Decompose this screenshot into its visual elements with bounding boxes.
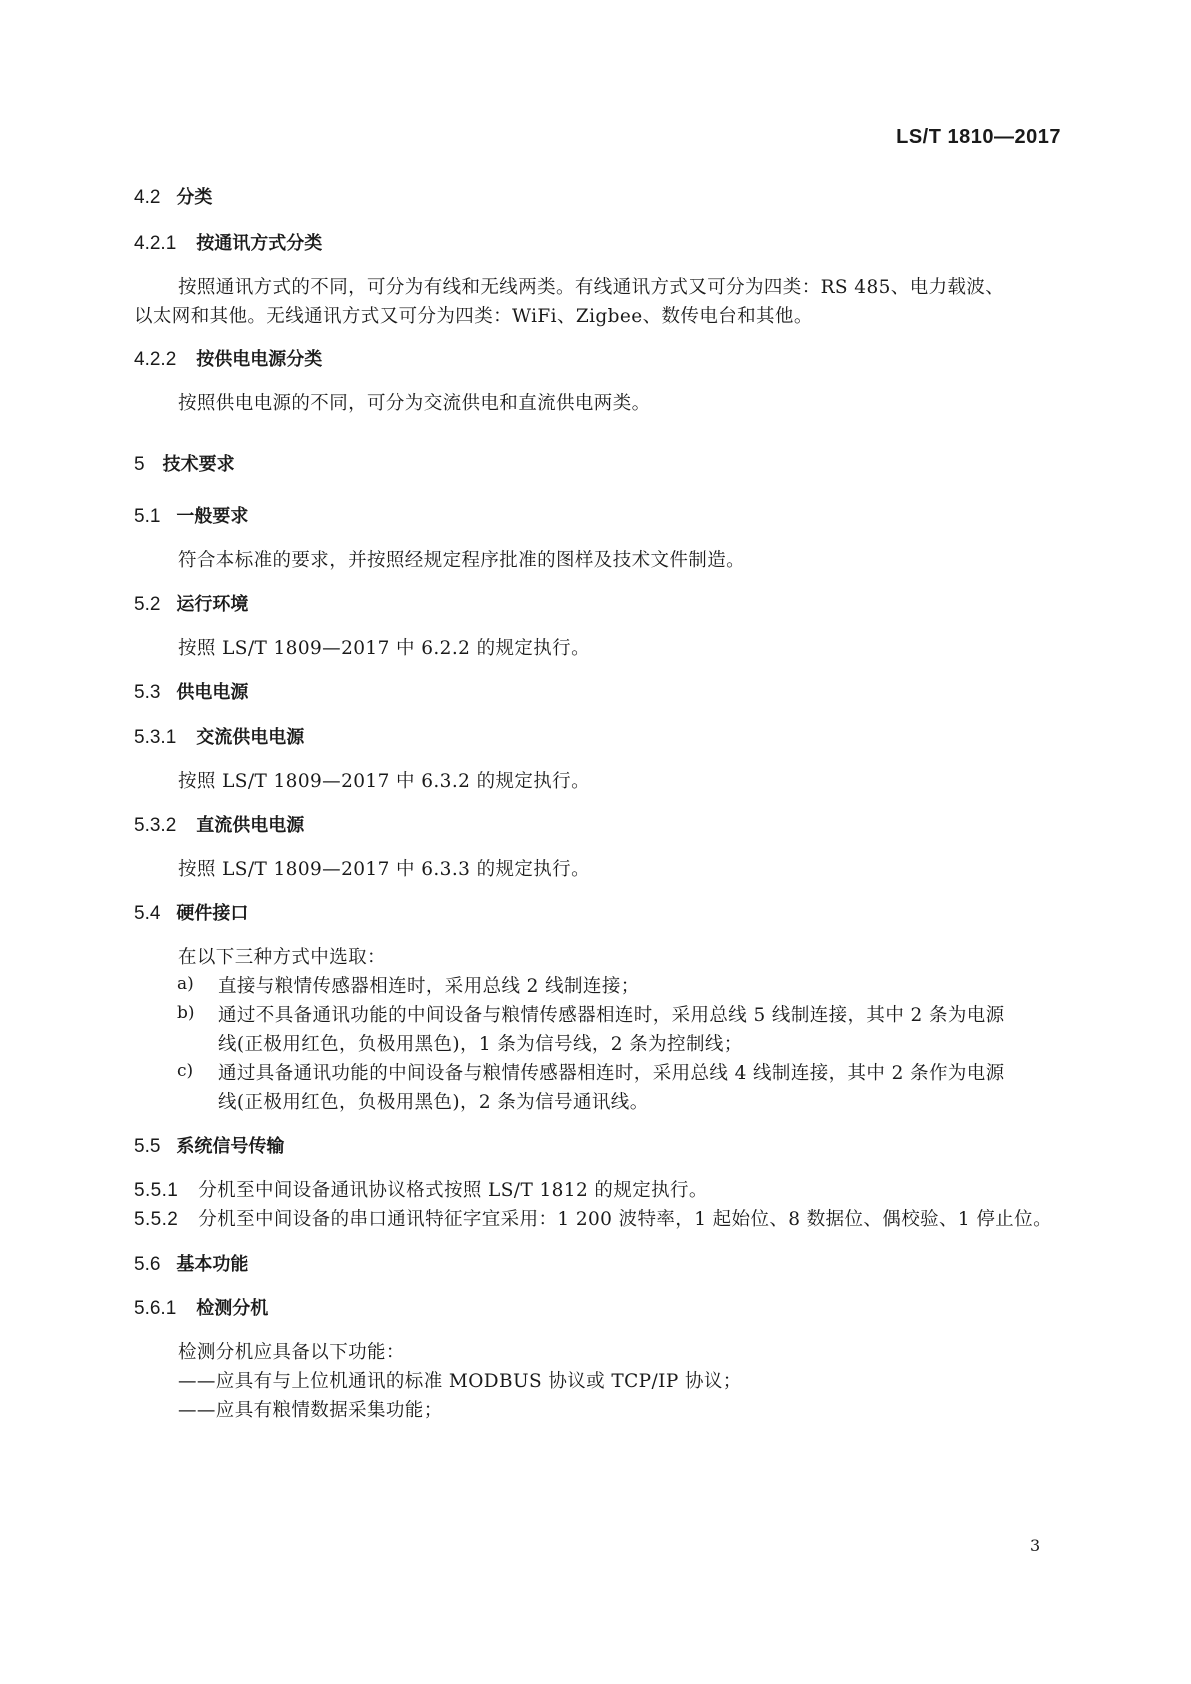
dash-list-item: ——应具有粮情数据采集功能； bbox=[178, 1400, 443, 1421]
chapter-title: 技术要求 bbox=[162, 454, 235, 475]
section-number: 5.5 bbox=[134, 1136, 161, 1157]
section-title: 系统信号传输 bbox=[176, 1136, 285, 1157]
section-title: 检测分机 bbox=[196, 1298, 269, 1319]
section-title: 分类 bbox=[176, 187, 213, 208]
section-title: 按供电电源分类 bbox=[196, 349, 323, 370]
list-item-line: 线(正极用红色，负极用黑色)，2 条为信号通讯线。 bbox=[218, 1092, 649, 1113]
section-number: 4.2.1 bbox=[134, 233, 177, 254]
section-number: 5.2 bbox=[134, 594, 161, 615]
chapter-number: 5 bbox=[134, 454, 145, 475]
paragraph-line: 按照供电电源的不同，可分为交流供电和直流供电两类。 bbox=[178, 393, 651, 414]
section-number: 5.3.1 bbox=[134, 727, 177, 748]
section-title: 基本功能 bbox=[176, 1254, 249, 1275]
section-number: 5.4 bbox=[134, 903, 161, 924]
chapter-heading-5 bbox=[134, 450, 235, 476]
section-title: 直流供电电源 bbox=[196, 815, 305, 836]
section-title: 一般要求 bbox=[176, 506, 249, 527]
section-number: 5.6.1 bbox=[134, 1298, 177, 1319]
list-item-line: 线(正极用红色，负极用黑色)，1 条为信号线，2 条为控制线； bbox=[218, 1034, 743, 1055]
clause-5-5-1 bbox=[134, 1176, 708, 1202]
list-item-marker: c) bbox=[177, 1061, 194, 1081]
section-number: 5.1 bbox=[134, 506, 161, 527]
section-heading-4-2-1 bbox=[134, 229, 322, 255]
list-item-line: 直接与粮情传感器相连时，采用总线 2 线制连接； bbox=[218, 976, 640, 997]
section-heading-5-2 bbox=[134, 590, 248, 616]
clause-5-5-2 bbox=[134, 1205, 1052, 1231]
section-title: 交流供电电源 bbox=[196, 727, 305, 748]
section-heading-5-3 bbox=[134, 678, 248, 704]
section-title: 按通讯方式分类 bbox=[196, 233, 323, 254]
section-heading-4-2 bbox=[134, 183, 212, 209]
paragraph-line: 符合本标准的要求，并按照经规定程序批准的图样及技术文件制造。 bbox=[178, 550, 746, 571]
dash-list-item: ——应具有与上位机通讯的标准 MODBUS 协议或 TCP/IP 协议； bbox=[178, 1371, 742, 1392]
paragraph-line: 按照通讯方式的不同，可分为有线和无线两类。有线通讯方式又可分为四类：RS 485、电力载波、 bbox=[178, 277, 1005, 298]
list-item-marker: b) bbox=[177, 1003, 195, 1023]
section-heading-5-1 bbox=[134, 502, 248, 528]
section-heading-5-5 bbox=[134, 1132, 284, 1158]
list-item-marker: a) bbox=[177, 974, 194, 994]
section-title: 运行环境 bbox=[176, 594, 249, 615]
section-number: 5.6 bbox=[134, 1254, 161, 1275]
section-heading-5-3-1 bbox=[134, 723, 304, 749]
paragraph-line: 按照 LS/T 1809—2017 中 6.3.3 的规定执行。 bbox=[178, 859, 590, 880]
clause-text: 分机至中间设备的串口通讯特征字宜采用：1 200 波特率，1 起始位、8 数据位、偶校验、1 停止位。 bbox=[198, 1209, 1052, 1230]
section-heading-4-2-2 bbox=[134, 345, 322, 371]
list-item-line: 通过不具备通讯功能的中间设备与粮情传感器相连时，采用总线 5 线制连接，其中 2 条为电源 bbox=[218, 1005, 1005, 1026]
clause-number: 5.5.1 bbox=[134, 1180, 179, 1201]
paragraph-line: 按照 LS/T 1809—2017 中 6.2.2 的规定执行。 bbox=[178, 638, 590, 659]
list-intro: 在以下三种方式中选取： bbox=[178, 947, 386, 968]
section-title: 供电电源 bbox=[176, 682, 249, 703]
section-number: 4.2 bbox=[134, 187, 161, 208]
list-item-line: 通过具备通讯功能的中间设备与粮情传感器相连时，采用总线 4 线制连接，其中 2 条作为电源 bbox=[218, 1063, 1005, 1084]
paragraph-line: 按照 LS/T 1809—2017 中 6.3.2 的规定执行。 bbox=[178, 771, 590, 792]
clause-text: 分机至中间设备通讯协议格式按照 LS/T 1812 的规定执行。 bbox=[198, 1180, 708, 1201]
page-number: 3 bbox=[1030, 1536, 1041, 1555]
list-intro: 检测分机应具备以下功能： bbox=[178, 1342, 405, 1363]
section-number: 5.3 bbox=[134, 682, 161, 703]
section-heading-5-6 bbox=[134, 1250, 248, 1276]
section-number: 4.2.2 bbox=[134, 349, 177, 370]
clause-number: 5.5.2 bbox=[134, 1209, 179, 1230]
paragraph-line: 以太网和其他。无线通讯方式又可分为四类：WiFi、Zigbee、数传电台和其他。 bbox=[134, 306, 813, 327]
standard-number: LS/T 1810—2017 bbox=[896, 126, 1061, 148]
section-heading-5-4 bbox=[134, 899, 248, 925]
section-number: 5.3.2 bbox=[134, 815, 177, 836]
section-heading-5-3-2 bbox=[134, 811, 304, 837]
section-title: 硬件接口 bbox=[176, 903, 249, 924]
section-heading-5-6-1 bbox=[134, 1294, 268, 1320]
